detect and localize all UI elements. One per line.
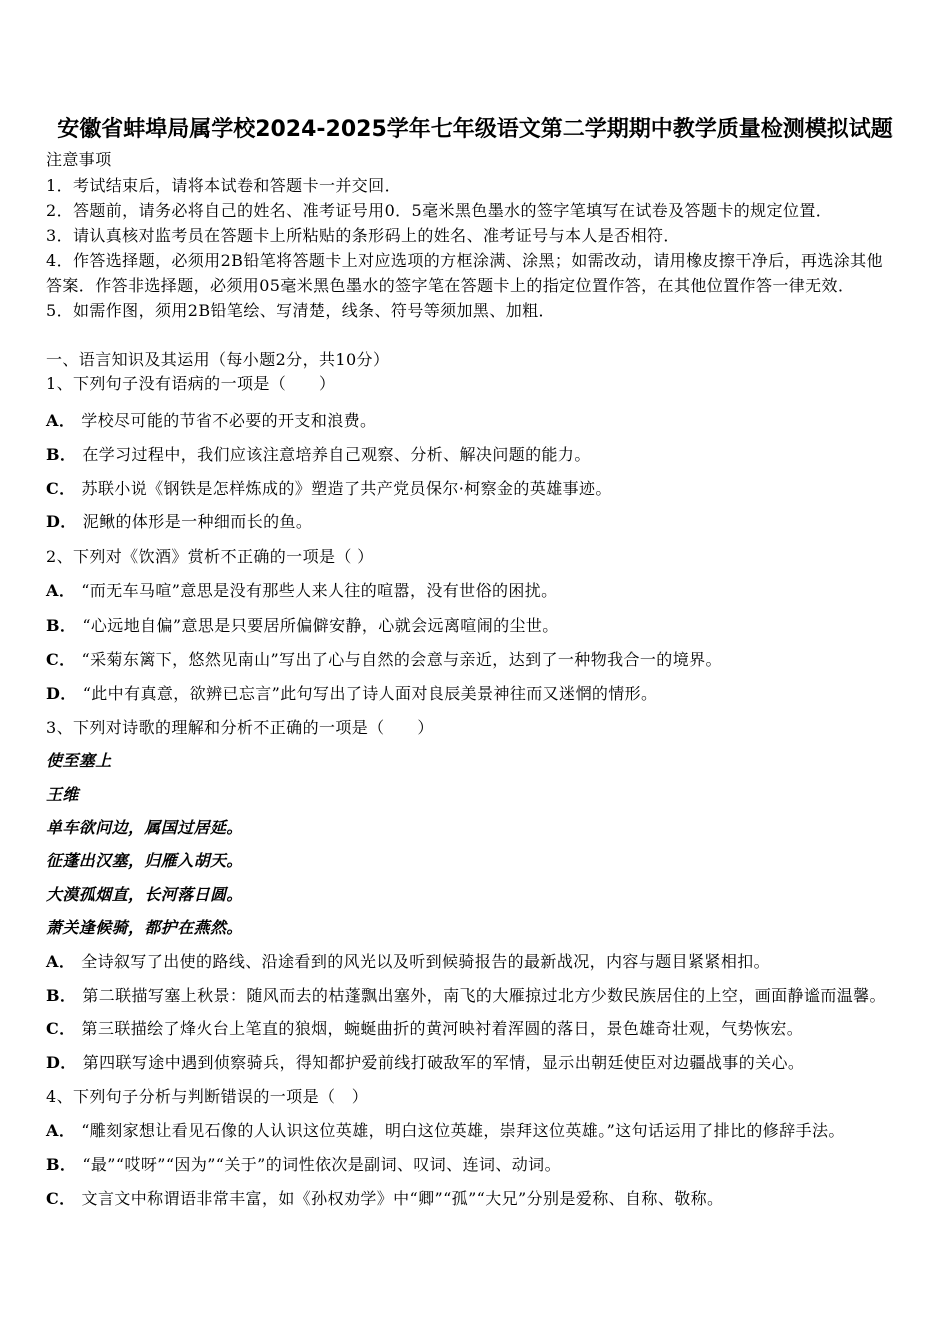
option-key: C．: [46, 1189, 76, 1208]
option-key: A．: [46, 411, 76, 430]
option-c: [46, 479, 612, 499]
option-c: [46, 1019, 803, 1039]
option-c: [46, 1189, 723, 1209]
option-d: [46, 684, 657, 704]
option-key: C．: [46, 1019, 76, 1038]
option-text: “最”“哎呀”“因为”“关于”的词性依次是副词、叹词、连词、动词。: [82, 1155, 561, 1174]
option-key: B．: [46, 1155, 77, 1174]
option-a: [46, 1121, 845, 1141]
notice-heading: 注意事项: [46, 150, 112, 169]
option-text: 第二联描写塞上秋景：随风而去的枯蓬飘出塞外，南飞的大雁掠过北方少数民族居住的上空，画面静谧而温馨。: [82, 986, 886, 1005]
notice-item: 2．答题前，请务必将自己的姓名、准考证号用0．5毫米黑色墨水的签字笔填写在试卷及答题卡的规定位置．: [46, 201, 833, 220]
notice-item: 1．考试结束后，请将本试卷和答题卡一并交回．: [46, 176, 401, 195]
section-heading: 一、语言知识及其运用（每小题2分，共10分）: [46, 350, 390, 369]
option-b: [46, 1155, 561, 1175]
option-b: [46, 445, 591, 465]
option-d: [46, 512, 312, 532]
option-key: B．: [46, 445, 77, 464]
option-key: A．: [46, 1121, 76, 1140]
option-b: [46, 986, 886, 1006]
poem-line: 大漠孤烟直，长河落日圆。: [46, 885, 243, 904]
option-key: C．: [46, 479, 76, 498]
option-a: [46, 411, 376, 431]
option-key: A．: [46, 952, 76, 971]
option-text: 在学习过程中，我们应该注意培养自己观察、分析、解决问题的能力。: [82, 445, 591, 464]
poem-author: 王维: [46, 785, 79, 804]
option-key: C．: [46, 650, 76, 669]
option-text: 学校尽可能的节省不必要的开支和浪费。: [81, 411, 377, 430]
option-text: “心远地自偏”意思是只要居所偏僻安静，心就会远离喧闹的尘世。: [82, 616, 559, 635]
question-stem: 2、下列对《饮酒》赏析不正确的一项是（ ）: [46, 547, 374, 566]
question-stem: 1、下列句子没有语病的一项是（ ）: [46, 374, 336, 393]
poem-line: 征蓬出汉塞，归雁入胡天。: [46, 851, 243, 870]
option-key: B．: [46, 986, 77, 1005]
notice-item: 5．如需作图，须用2B铅笔绘、写清楚，线条、符号等须加黑、加粗．: [46, 301, 555, 320]
question-stem: 4、下列句子分析与判断错误的一项是（ ）: [46, 1087, 369, 1106]
notice-item: 4．作答选择题，必须用2B铅笔将答题卡上对应选项的方框涂满、涂黑；如需改动，请用橡皮擦干净后，再选涂其他: [46, 251, 883, 270]
poem-line: 萧关逢候骑，都护在燕然。: [46, 918, 243, 937]
notice-item: 答案．作答非选择题，必须用05毫米黑色墨水的签字笔在答题卡上的指定位置作答，在其他位置作答一律无效．: [46, 276, 855, 295]
option-key: B．: [46, 616, 77, 635]
option-a: [46, 581, 558, 601]
option-key: D．: [46, 1053, 77, 1072]
option-text: 泥鳅的体形是一种细而长的鱼。: [82, 512, 313, 531]
option-text: 文言文中称谓语非常丰富，如《孙权劝学》中“卿”“孤”“大兄”分别是爱称、自称、敬称。: [81, 1189, 724, 1208]
option-key: D．: [46, 684, 77, 703]
option-b: [46, 616, 559, 636]
option-text: 第四联写途中遇到侦察骑兵，得知都护爱前线打破敌军的军情，显示出朝廷使臣对边疆战事的关心。: [82, 1053, 805, 1072]
poem-title: 使至塞上: [46, 751, 112, 770]
option-text: 第三联描绘了烽火台上笔直的狼烟，蜿蜒曲折的黄河映衬着浑圆的落日，景色雄奇壮观，气势恢宏。: [81, 1019, 804, 1038]
option-key: A．: [46, 581, 76, 600]
option-text: “雕刻家想让看见石像的人认识这位英雄，明白这位英雄，崇拜这位英雄。”这句话运用了排比的修辞手法。: [81, 1121, 845, 1140]
question-stem: 3、下列对诗歌的理解和分析不正确的一项是（ ）: [46, 718, 434, 737]
option-text: “此中有真意，欲辨已忘言”此句写出了诗人面对良辰美景神往而又迷惘的情形。: [82, 684, 658, 703]
option-text: “采菊东篱下，悠然见南山”写出了心与自然的会意与亲近，达到了一种物我合一的境界。: [81, 650, 722, 669]
option-key: D．: [46, 512, 77, 531]
option-a: [46, 952, 770, 972]
option-c: [46, 650, 722, 670]
document-title: 安徽省蚌埠局属学校2024-2025学年七年级语文第二学期期中教学质量检测模拟试题: [57, 117, 893, 142]
option-d: [46, 1053, 804, 1073]
poem-line: 单车欲问边，属国过居延。: [46, 818, 243, 837]
option-text: 全诗叙写了出使的路线、沿途看到的风光以及听到候骑报告的最新战况，内容与题目紧紧相扣。: [81, 952, 771, 971]
option-text: “而无车马喧”意思是没有那些人来人往的喧嚣，没有世俗的困扰。: [81, 581, 558, 600]
notice-item: 3．请认真核对监考员在答题卡上所粘贴的条形码上的姓名、准考证号与本人是否相符．: [46, 226, 680, 245]
option-text: 苏联小说《钢铁是怎样炼成的》塑造了共产党员保尔·柯察金的英雄事迹。: [81, 479, 612, 498]
